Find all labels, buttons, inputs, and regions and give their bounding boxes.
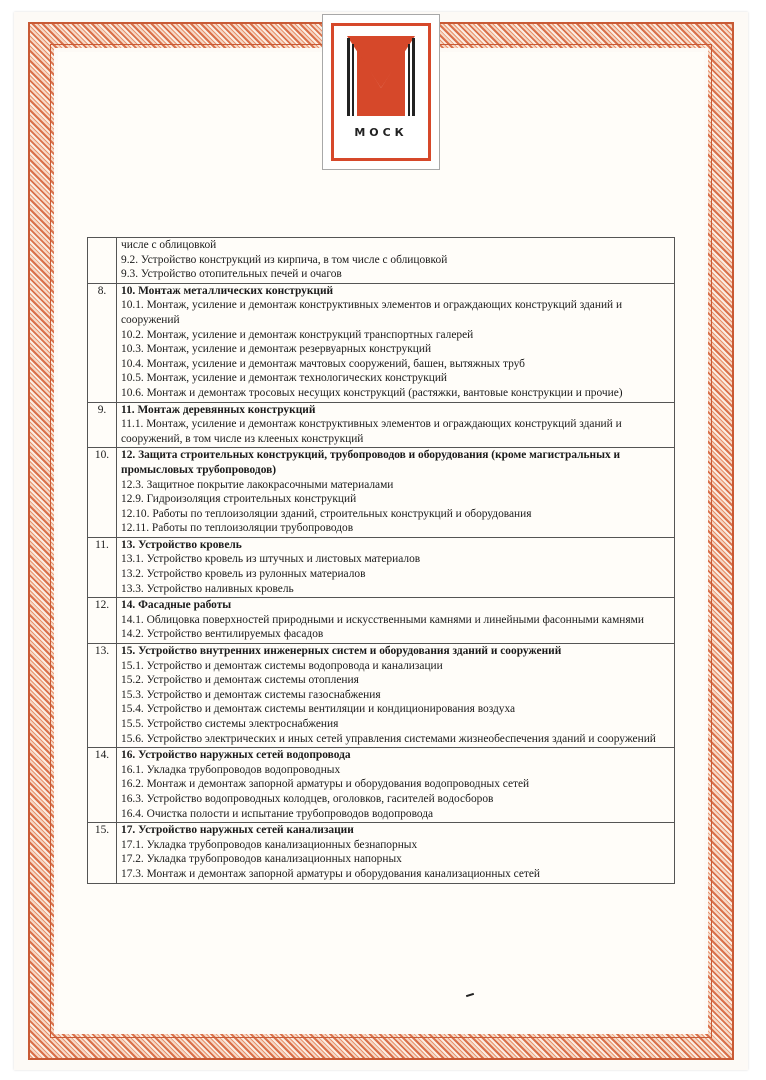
work-item: числе с облицовкой <box>121 239 217 251</box>
row-number: 10. <box>88 448 117 538</box>
work-item: 11.1. Монтаж, усиление и демонтаж конструктивных элементов и ограждающих конструкций зданий и сооружений, в том числе из клееных конструкций <box>121 418 622 445</box>
table-row <box>88 537 675 597</box>
works-table <box>87 237 675 884</box>
work-item: 12.3. Защитное покрытие лакокрасочными материалами <box>121 478 394 491</box>
work-item: 14.2. Устройство вентилируемых фасадов <box>121 628 324 641</box>
work-item: 16.4. Очистка полости и испытание трубопроводов водопровода <box>121 807 434 820</box>
row-content <box>117 448 675 538</box>
row-content <box>117 823 675 883</box>
work-item: 17.2. Укладка трубопроводов канализационных напорных <box>121 853 402 866</box>
work-item: 16.1. Укладка трубопроводов водопроводных <box>121 763 341 776</box>
work-item: 10.5. Монтаж, усиление и демонтаж технологических конструкций <box>121 372 448 385</box>
section-title: 16. Устройство наружных сетей водопровода <box>121 749 351 762</box>
work-item: 15.6. Устройство электрических и иных сетей управления системами жизнеобеспечения зданий и сооружений <box>121 732 656 745</box>
section-title: 11. Монтаж деревянных конструкций <box>121 403 316 416</box>
section-title: 10. Монтаж металлических конструкций <box>121 284 334 297</box>
work-item: 12.9. Гидроизоляция строительных конструкций <box>121 493 357 506</box>
row-number: 13. <box>88 644 117 748</box>
work-item: 17.3. Монтаж и демонтаж запорной арматуры и оборудования канализационных сетей <box>121 867 541 880</box>
work-item: 10.6. Монтаж и демонтаж тросовых несущих конструкций (растяжки, вантовые конструкции и прочие) <box>121 386 623 399</box>
row-content <box>117 748 675 823</box>
table-row <box>88 748 675 823</box>
table-row <box>88 448 675 538</box>
work-item: 15.5. Устройство системы электроснабжения <box>121 718 339 730</box>
work-item: 12.10. Работы по теплоизоляции зданий, строительных конструкций и оборудования <box>121 507 532 520</box>
table-row <box>88 644 675 748</box>
logo-frame <box>331 23 431 161</box>
row-number: 15. <box>88 823 117 883</box>
logo-m-icon <box>347 36 415 116</box>
row-number: 12. <box>88 598 117 644</box>
work-item: 12.11. Работы по теплоизоляции трубопроводов <box>121 522 354 535</box>
section-title: 13. Устройство кровель <box>121 538 242 551</box>
table-row <box>88 598 675 644</box>
work-item: 10.3. Монтаж, усиление и демонтаж резервуарных конструкций <box>121 343 432 356</box>
table-row <box>88 238 675 284</box>
company-logo <box>322 14 440 170</box>
work-item: 13.1. Устройство кровель из штучных и листовых материалов <box>121 553 421 566</box>
table-row <box>88 402 675 448</box>
work-item: 9.2. Устройство конструкций из кирпича, в том числе с облицовкой <box>121 253 448 266</box>
row-content <box>117 598 675 644</box>
work-item: 9.3. Устройство отопительных печей и очагов <box>121 268 342 281</box>
work-item: 13.3. Устройство наливных кровель <box>121 582 294 595</box>
row-content <box>117 644 675 748</box>
row-content <box>117 238 675 284</box>
section-title: 17. Устройство наружных сетей канализации <box>121 824 354 837</box>
table-row <box>88 283 675 402</box>
work-item: 10.2. Монтаж, усиление и демонтаж конструкций транспортных галерей <box>121 328 474 341</box>
work-item: 10.4. Монтаж, усиление и демонтаж мачтовых сооружений, башен, вытяжных труб <box>121 357 525 370</box>
logo-wordmark: МОСК <box>354 126 408 139</box>
work-item: 15.2. Устройство и демонтаж системы отопления <box>121 674 359 687</box>
row-number: 11. <box>88 537 117 597</box>
row-content <box>117 283 675 402</box>
work-item: 16.2. Монтаж и демонтаж запорной арматуры и оборудования водопроводных сетей <box>121 778 530 791</box>
work-item: 15.4. Устройство и демонтаж системы вентиляции и кондиционирования воздуха <box>121 703 516 716</box>
row-number <box>88 238 117 284</box>
row-number: 8. <box>88 283 117 402</box>
row-content <box>117 537 675 597</box>
section-title: 14. Фасадные работы <box>121 599 232 612</box>
work-item: 15.3. Устройство и демонтаж системы газоснабжения <box>121 688 381 701</box>
work-item: 10.1. Монтаж, усиление и демонтаж конструктивных элементов и ограждающих конструкций зданий и сооружений <box>121 299 623 326</box>
work-item: 16.3. Устройство водопроводных колодцев, оголовков, гасителей водосборов <box>121 792 494 805</box>
work-item: 14.1. Облицовка поверхностей природными и искусственными камнями и линейными фасонными камнями <box>121 613 644 626</box>
row-number: 9. <box>88 402 117 448</box>
work-item: 17.1. Укладка трубопроводов канализационных безнапорных <box>121 838 418 851</box>
row-number: 14. <box>88 748 117 823</box>
section-title: 15. Устройство внутренних инженерных систем и оборудования зданий и сооружений <box>121 645 562 658</box>
row-content <box>117 402 675 448</box>
work-item: 13.2. Устройство кровель из рулонных материалов <box>121 568 366 581</box>
section-title: 12. Защита строительных конструкций, трубопроводов и оборудования (кроме магистральных и промысловых трубопроводов) <box>121 449 621 476</box>
table-row <box>88 823 675 883</box>
work-item: 15.1. Устройство и демонтаж системы водопровода и канализации <box>121 659 443 672</box>
